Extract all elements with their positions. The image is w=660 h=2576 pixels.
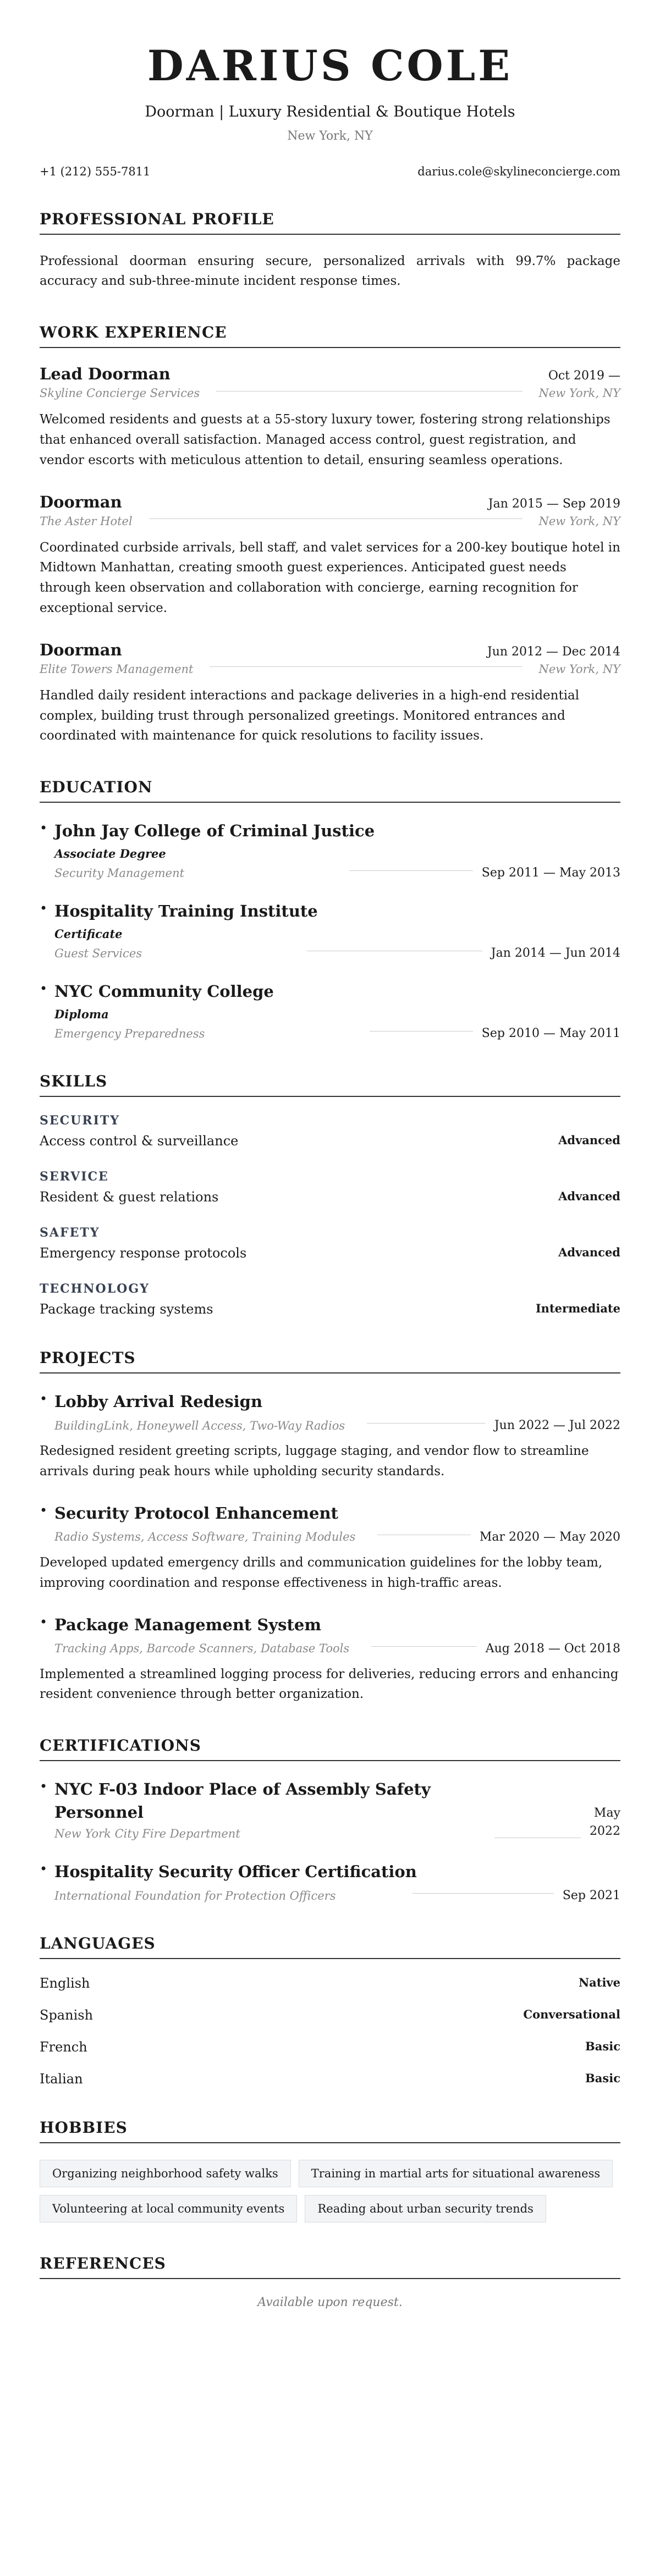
skill-category: SAFETY bbox=[40, 1226, 100, 1240]
language-row bbox=[40, 2007, 620, 2023]
skill-category: SERVICE bbox=[40, 1170, 109, 1184]
projects-section bbox=[40, 1349, 620, 1705]
skill-name: Emergency response protocols bbox=[40, 1245, 247, 1261]
certifications-section bbox=[40, 1736, 620, 1902]
candidate-location: New York, NY bbox=[287, 129, 373, 143]
skill-group bbox=[40, 1113, 620, 1149]
section-title: PROFESSIONAL PROFILE bbox=[40, 210, 620, 235]
project-tools: Radio Systems, Access Software, Training Modules bbox=[54, 1530, 356, 1544]
education-section bbox=[40, 778, 620, 1040]
skill-name: Access control & surveillance bbox=[40, 1133, 239, 1149]
contact-row bbox=[40, 165, 620, 178]
job-dates: Oct 2019 — bbox=[548, 369, 620, 383]
hobby-chip: Reading about urban security trends bbox=[305, 2195, 546, 2222]
section-title: LANGUAGES bbox=[40, 1934, 620, 1959]
skill-name: Package tracking systems bbox=[40, 1301, 213, 1317]
project-tools: BuildingLink, Honeywell Access, Two-Way Radios bbox=[54, 1419, 345, 1432]
language-name: French bbox=[40, 2039, 87, 2055]
education-entry bbox=[40, 900, 620, 960]
email-address: darius.cole@skylineconcierge.com bbox=[417, 164, 620, 178]
language-level: Basic bbox=[585, 2071, 620, 2086]
leader-line bbox=[371, 1646, 477, 1647]
skill-group bbox=[40, 1170, 620, 1205]
education-entry bbox=[40, 980, 620, 1040]
language-row bbox=[40, 2039, 620, 2055]
job-location: New York, NY bbox=[538, 662, 620, 676]
project-dates: Aug 2018 — Oct 2018 bbox=[485, 1641, 620, 1656]
experience-section bbox=[40, 323, 620, 746]
degree: Diploma bbox=[54, 1007, 109, 1022]
language-level: Basic bbox=[585, 2039, 620, 2054]
job-location: New York, NY bbox=[538, 387, 620, 400]
language-level: Conversational bbox=[523, 2007, 620, 2022]
section-title: WORK EXPERIENCE bbox=[40, 323, 620, 348]
degree: Certificate bbox=[54, 927, 123, 941]
school-name: • John Jay College of Criminal Justice bbox=[54, 821, 375, 841]
skill-level: Advanced bbox=[558, 1189, 620, 1204]
leader-line bbox=[413, 1893, 553, 1894]
job-role: Lead Doorman bbox=[40, 365, 170, 384]
field-of-study: Emergency Preparedness bbox=[54, 1027, 205, 1040]
job-company: The Aster Hotel bbox=[40, 514, 133, 528]
certification-name: • NYC F-03 Indoor Place of Assembly Safety Personnel bbox=[54, 1780, 431, 1822]
job-role: Doorman bbox=[40, 640, 122, 659]
profile-text: Professional doorman ensuring secure, personalized arrivals with 99.7% package accuracy and sub-three-minute incident response times. bbox=[40, 253, 620, 289]
job-description: Handled daily resident interactions and package deliveries in a high-end residential complex, building trust through personalized greetings. Monitored entrances and coordinated with maintenance for quick resolutions to facility issues. bbox=[40, 688, 580, 743]
certification-date-year: 2022 bbox=[590, 1824, 620, 1839]
skill-level: Intermediate bbox=[535, 1301, 620, 1316]
project-description: Implemented a streamlined logging process for deliveries, reducing errors and enhancing resident convenience through better organization. bbox=[40, 1667, 619, 1702]
section-title: PROJECTS bbox=[40, 1349, 620, 1374]
language-name: English bbox=[40, 1976, 90, 1992]
phone-number: +1 (212) 555-7811 bbox=[40, 164, 151, 178]
skill-category: SECURITY bbox=[40, 1113, 120, 1128]
hobby-list bbox=[40, 2160, 620, 2222]
certification-issuer: International Foundation for Protection Officers bbox=[54, 1889, 336, 1902]
certification-name: • Hospitality Security Officer Certification bbox=[54, 1862, 417, 1882]
skill-level: Advanced bbox=[558, 1133, 620, 1148]
language-row bbox=[40, 2071, 620, 2087]
hobby-chip: Organizing neighborhood safety walks bbox=[40, 2160, 291, 2187]
project-name: • Lobby Arrival Redesign bbox=[54, 1392, 263, 1411]
job-description: Welcomed residents and guests at a 55-story luxury tower, fostering strong relationships that enhanced overall satisfaction. Managed access control, guest registration, and vendor escorts with meticulous attention to detail, ensuring seamless operations. bbox=[40, 412, 610, 467]
project-name: • Security Protocol Enhancement bbox=[54, 1503, 338, 1523]
leader-line bbox=[349, 870, 473, 871]
field-of-study: Security Management bbox=[54, 866, 185, 880]
certification-date-month: May bbox=[593, 1806, 620, 1821]
project-description: Redesigned resident greeting scripts, luggage staging, and vendor flow to streamline arrivals during peak hours while upholding security standards. bbox=[40, 1444, 589, 1479]
skill-group bbox=[40, 1282, 620, 1317]
skill-category: TECHNOLOGY bbox=[40, 1282, 150, 1297]
languages-section bbox=[40, 1934, 620, 2087]
section-title: HOBBIES bbox=[40, 2119, 620, 2143]
language-row bbox=[40, 1976, 620, 1991]
degree: Associate Degree bbox=[54, 847, 166, 861]
project-dates: Jun 2022 — Jul 2022 bbox=[494, 1419, 620, 1433]
references-section bbox=[40, 2254, 620, 2309]
project-entry bbox=[40, 1502, 620, 1593]
skill-group bbox=[40, 1226, 620, 1261]
certification-entry bbox=[40, 1860, 620, 1902]
job-company: Skyline Concierge Services bbox=[40, 387, 200, 400]
leader-line bbox=[210, 666, 522, 667]
education-dates: Sep 2010 — May 2011 bbox=[481, 1027, 620, 1041]
section-title: SKILLS bbox=[40, 1072, 620, 1097]
section-title: CERTIFICATIONS bbox=[40, 1736, 620, 1761]
project-tools: Tracking Apps, Barcode Scanners, Database Tools bbox=[54, 1642, 350, 1656]
profile-section bbox=[40, 210, 620, 292]
section-title: EDUCATION bbox=[40, 778, 620, 803]
certification-date: Sep 2021 bbox=[562, 1889, 620, 1903]
job-company: Elite Towers Management bbox=[40, 662, 194, 676]
job-location: New York, NY bbox=[538, 514, 620, 528]
leader-line bbox=[367, 1423, 486, 1424]
skill-name: Resident & guest relations bbox=[40, 1189, 219, 1205]
education-dates: Sep 2011 — May 2013 bbox=[481, 866, 620, 880]
experience-entry bbox=[40, 365, 620, 470]
experience-entry bbox=[40, 641, 620, 746]
job-dates: Jan 2015 — Sep 2019 bbox=[488, 497, 620, 511]
language-name: Spanish bbox=[40, 2007, 94, 2023]
hobbies-section bbox=[40, 2119, 620, 2222]
job-description: Coordinated curbside arrivals, bell staff, and valet services for a 200-key boutique hotel in Midtown Manhattan, creating smooth guest experiences. Anticipated guest needs through keen observation and collaboration with concierge, earning recognition for exceptional service. bbox=[40, 540, 620, 615]
leader-line bbox=[149, 518, 522, 519]
school-name: • NYC Community College bbox=[54, 982, 274, 1001]
certification-issuer: New York City Fire Department bbox=[54, 1827, 240, 1841]
hobby-chip: Training in martial arts for situational awareness bbox=[299, 2160, 613, 2187]
project-description: Developed updated emergency drills and communication guidelines for the lobby team, improving coordination and response effectiveness in high-traffic areas. bbox=[40, 1555, 603, 1590]
project-entry bbox=[40, 1613, 620, 1705]
skills-section bbox=[40, 1072, 620, 1317]
experience-entry bbox=[40, 493, 620, 619]
section-title: REFERENCES bbox=[40, 2254, 620, 2279]
field-of-study: Guest Services bbox=[54, 946, 142, 960]
candidate-headline: Doorman | Luxury Residential & Boutique Hotels bbox=[145, 103, 515, 120]
hobby-chip: Volunteering at local community events bbox=[40, 2195, 297, 2222]
education-entry bbox=[40, 819, 620, 880]
job-dates: Jun 2012 — Dec 2014 bbox=[487, 644, 620, 659]
candidate-name: DARIUS COLE bbox=[147, 41, 513, 90]
language-name: Italian bbox=[40, 2071, 83, 2087]
resume-header bbox=[40, 0, 620, 143]
certification-date bbox=[590, 1804, 620, 1840]
certification-entry bbox=[40, 1778, 620, 1840]
language-level: Native bbox=[578, 1976, 620, 1990]
school-name: • Hospitality Training Institute bbox=[54, 902, 318, 921]
project-entry bbox=[40, 1390, 620, 1482]
project-dates: Mar 2020 — May 2020 bbox=[479, 1530, 620, 1544]
skill-level: Advanced bbox=[558, 1245, 620, 1260]
project-name: • Package Management System bbox=[54, 1615, 322, 1634]
job-role: Doorman bbox=[40, 492, 122, 511]
references-text: Available upon request. bbox=[257, 2296, 403, 2310]
education-dates: Jan 2014 — Jun 2014 bbox=[491, 946, 620, 961]
